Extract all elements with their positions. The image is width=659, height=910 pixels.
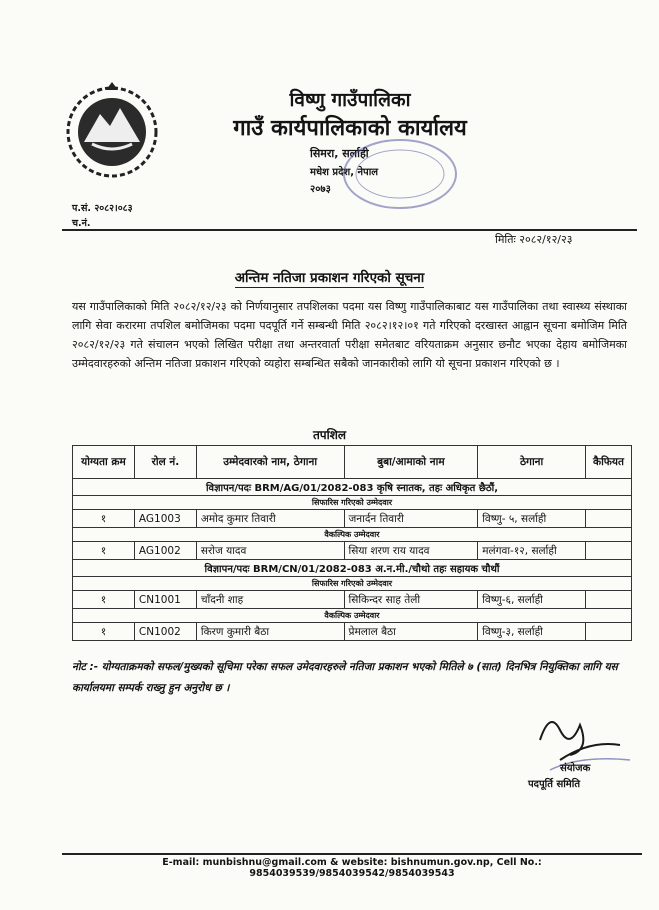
table-row: [73, 623, 632, 641]
cell-rank: १: [73, 623, 135, 641]
cell-address: विष्णु-३, सर्लाही: [478, 623, 586, 641]
notice-title-text: अन्तिम नतिजा प्रकाशन गरिएको सूचना: [234, 270, 425, 286]
document-date: मितिः २०८२/१२/२३: [495, 233, 573, 246]
section-heading: [73, 479, 632, 496]
cell-name: अमोद कुमार तिवारी: [196, 510, 344, 528]
notice-body: यस गाउँपालिकाको मिति २०८२/१२/२३ को निर्णयानुसार तपशिलका पदमा यस विष्णु गाउँपालिकाबाट यस गाउँपालिका तथा स्वास्थ्य संस्थाका लागि सेवा करारमा तपशिल बमोजिमका पदमा पदपूर्ति गर्ने सम्बन्धी मिति २०८२।१२।०१ गते गरिएको दरखास्त आह्वान सूचना बमोजिम मिति २०८२/१२/२३ गते संचालन भएको लिखित परीक्षा तथा अन्तरवार्ता परीक्षा समेतबाट वरियताक्रम अनुसार छनौट भएका देहाय बमोजिमका उम्मेदवारहरुको अन्तिम नतिजा प्रकाशन गरिएको व्यहोरा सम्बन्धित सबैको जानकारीको लागि यो सूचना प्रकाशन गरिएको छ ।: [72, 300, 627, 370]
group-label: सिफारिस गरिएको उम्मेदवार: [73, 577, 632, 591]
cell-rank: १: [73, 542, 135, 560]
address-line-1: सिमरा, सर्लाही: [310, 147, 369, 160]
cell-name: सरोज यादव: [196, 542, 344, 560]
cell-roll: AG1002: [134, 542, 196, 560]
cell-address: विष्णु-६, सर्लाही: [478, 591, 586, 609]
col-header-address: ठेगाना: [478, 446, 586, 479]
government-emblem-icon: [62, 80, 162, 180]
cell-roll: AG1003: [134, 510, 196, 528]
group-label: सिफारिस गरिएको उम्मेदवार: [73, 496, 632, 510]
cell-remarks: [585, 623, 631, 641]
group-label-row: [73, 577, 632, 591]
cell-parent: सिया शरण राय यादव: [344, 542, 478, 560]
col-header-roll: रोल नं.: [134, 446, 196, 479]
signature-role-2: पदपूर्ति समिति: [528, 779, 581, 790]
org-name: विष्णु गाउँपालिका: [289, 89, 411, 111]
chalani-number: च.नं.: [72, 218, 91, 229]
reference-numbers: [72, 201, 133, 231]
group-label-row: [73, 528, 632, 542]
cell-rank: १: [73, 510, 135, 528]
col-header-parent: बुबा/आमाको नाम: [344, 446, 478, 479]
cell-rank: १: [73, 591, 135, 609]
cell-remarks: [585, 510, 631, 528]
cell-roll: CN1001: [134, 591, 196, 609]
office-stamp-icon: [340, 136, 460, 212]
table-row: [73, 510, 632, 528]
col-header-name: उम्मेदवारको नाम, ठेगाना: [196, 446, 344, 479]
cell-remarks: [585, 542, 631, 560]
cell-parent: प्रेमलाल बैठा: [344, 623, 478, 641]
cell-roll: CN1002: [134, 623, 196, 641]
address-line-3: २०७३: [310, 184, 331, 195]
section-heading-text: विज्ञापन/पदः BRM/AG/01/2082-083 कृषि स्नातक, तहः अधिकृत छैठौं,: [73, 479, 632, 496]
cell-parent: जनार्दन तिवारी: [344, 510, 478, 528]
signature-role-1: संयोजक: [560, 763, 591, 774]
col-header-remarks: कैफियत: [585, 446, 631, 479]
group-label: वैकल्पिक उम्मेदवार: [73, 528, 632, 542]
col-header-rank: योग्यता क्रम: [73, 446, 135, 479]
cell-address: विष्णु- ५, सर्लाही: [478, 510, 586, 528]
footer-divider: [62, 853, 642, 855]
cell-name: चाँदनी शाह: [196, 591, 344, 609]
table-row: [73, 542, 632, 560]
patra-sankhya: प.सं. २०८२।०८३: [72, 203, 133, 214]
table-header-row: [73, 446, 632, 479]
group-label-row: [73, 609, 632, 623]
group-label-row: [73, 496, 632, 510]
cell-remarks: [585, 591, 631, 609]
note-text: नोट :- योग्यताक्रमको सफल/मुख्यको सूचिमा परेका सफल उमेदवारहरुले नतिजा प्रकाशन भएको मितिले ७ (सात) दिनभित्र नियुक्तिका लागि यस कार्यालयमा सम्पर्क राख्नु हुन अनुरोध छ ।: [72, 661, 618, 694]
results-table: [72, 445, 632, 641]
office-name: गाउँ कार्यपालिकाको कार्यालय: [233, 116, 467, 141]
header-divider: [62, 229, 637, 231]
table-row: [73, 591, 632, 609]
cell-parent: सिकिन्दर साह तेली: [344, 591, 478, 609]
section-heading-text: विज्ञापन/पदः BRM/CN/01/2082-083 अ.न.मी./चौथो तहः सहायक चौथौं: [73, 560, 632, 577]
cell-name: किरण कुमारी बैठा: [196, 623, 344, 641]
table-caption: तपशिल: [312, 428, 347, 442]
footer-contact: E-mail: munbishnu@gmail.com & website: bishnumun.gov.np, Cell No.: 9854039539/9854039542/9854039543: [162, 857, 542, 879]
group-label: वैकल्पिक उम्मेदवार: [73, 609, 632, 623]
notice-title: [0, 268, 659, 286]
section-heading: [73, 560, 632, 577]
cell-address: मलंगवा-१२, सर्लाही: [478, 542, 586, 560]
address-line-2: मधेश प्रदेश, नेपाल: [310, 167, 379, 178]
